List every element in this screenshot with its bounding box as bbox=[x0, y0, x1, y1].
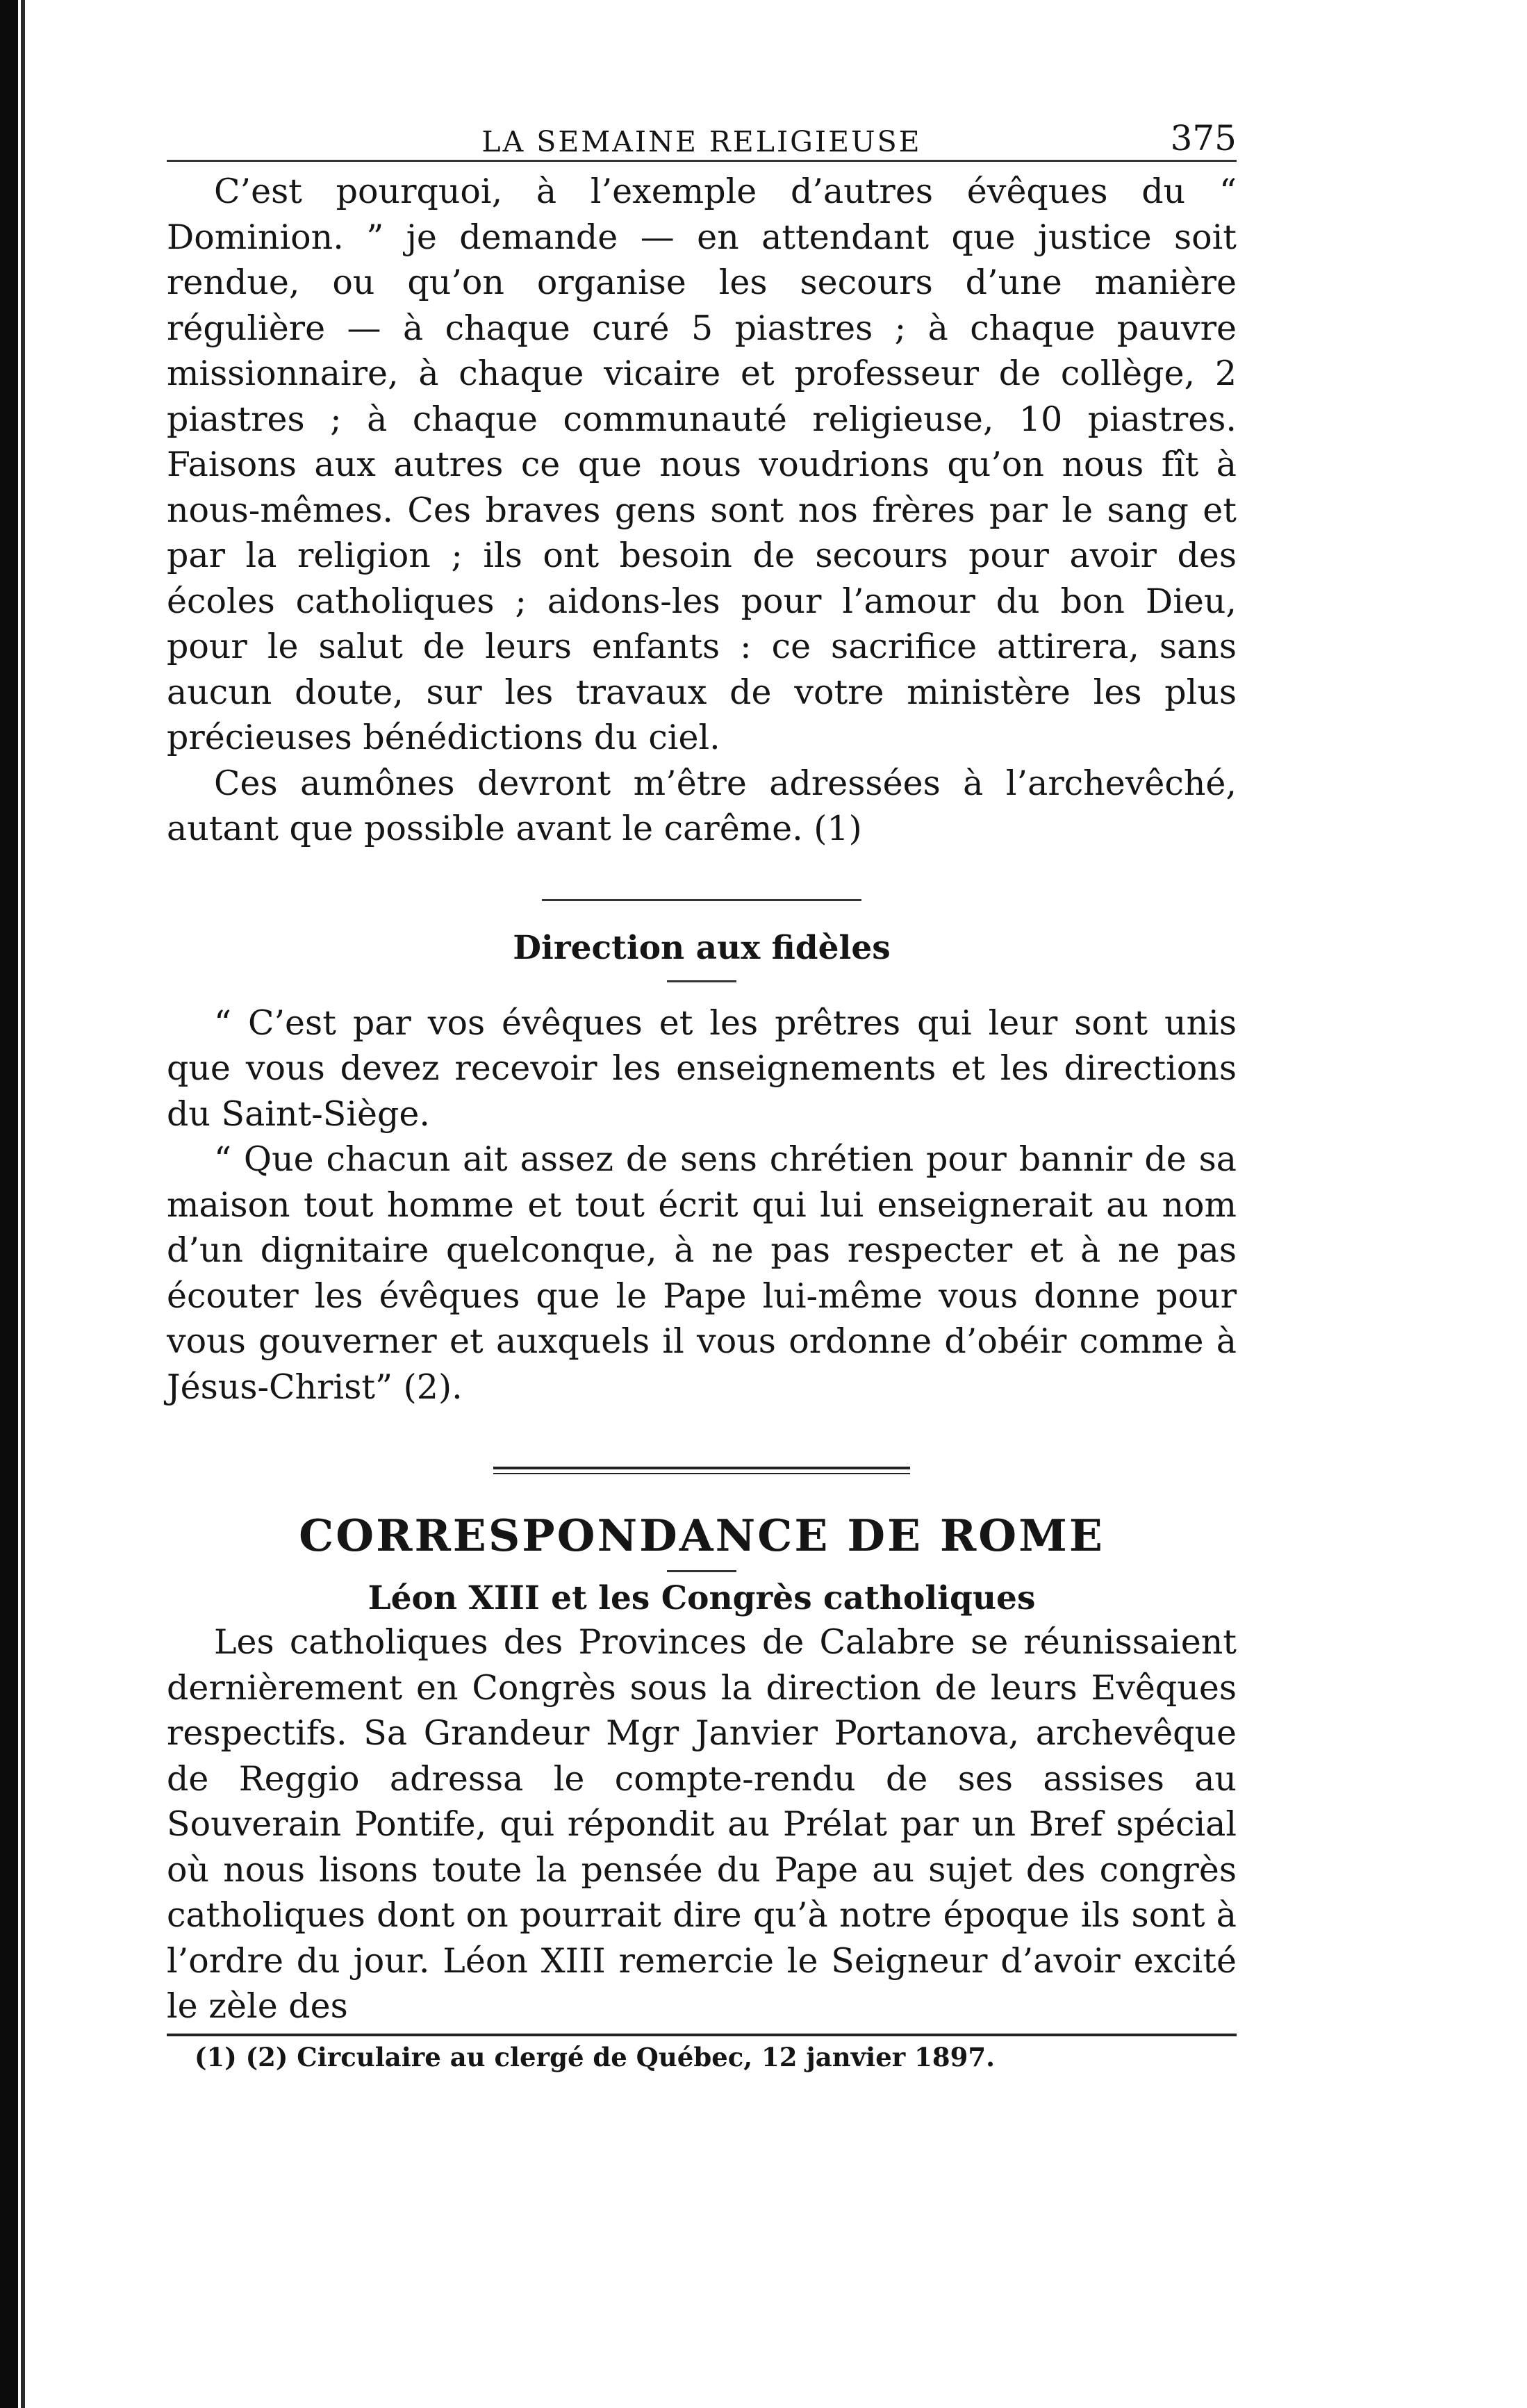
title-dash bbox=[667, 1570, 736, 1572]
section-separator bbox=[542, 899, 861, 901]
double-rule-separator bbox=[493, 1467, 910, 1474]
direction-paragraph-1: “ C’est par vos évêques et les prêtres qui leur sont unis que vous devez recevoir les enseignements et les directions du Saint-Siège. bbox=[167, 1003, 1237, 1134]
header-rule bbox=[167, 160, 1237, 162]
direction-heading: Direction aux fidèles bbox=[513, 928, 891, 967]
footnote: (1) (2) Circulaire au clergé de Québec, 12 janvier 1897. bbox=[195, 2041, 996, 2072]
binding-edge bbox=[0, 0, 18, 2408]
page bbox=[167, 104, 1237, 2072]
correspondance-subtitle: Léon XIII et les Congrès catholiques bbox=[368, 1579, 1036, 1617]
correspondance-title: CORRESPONDANCE DE ROME bbox=[299, 1510, 1105, 1561]
binding-edge-shadow bbox=[21, 0, 25, 2408]
correspondance-paragraph: Les catholiques des Provinces de Calabre se réunissaient dernièrement en Congrès sous la direction de leurs Evêques respectifs. Sa Grandeur Mgr Janvier Portanova, archevêque de Reggio adressa le compte-rendu de ses assises au Souverain Pontife, qui répondit au Prélat par un Bref spécial où nous lisons toute la pensée du Pape au sujet des congrès catholiques dont on pourrait dire qu’à notre époque ils sont à l’ordre du jour. Léon XIII remercie le Seigneur d’avoir excité le zèle des bbox=[167, 1622, 1237, 2026]
running-title: LA SEMAINE RELIGIEUSE bbox=[481, 125, 922, 158]
page-header bbox=[167, 104, 1237, 160]
body-paragraph-2: Ces aumônes devront m’être adressées à l’archevêché, autant que possible avant le carême. (1) bbox=[167, 763, 1237, 848]
page-number: 375 bbox=[1170, 118, 1237, 158]
direction-paragraph-2: “ Que chacun ait assez de sens chrétien pour bannir de sa maison tout homme et tout écrit qui lui enseignerait au nom d’un dignitaire quelconque, à ne pas respecter et à ne pas écouter les évêques que le Pape lui-même vous donne pour vous gouverner et auxquels il vous ordonne d’obéir comme à Jésus-Christ” (2). bbox=[167, 1139, 1237, 1407]
heading-dash bbox=[667, 980, 736, 982]
footnote-rule bbox=[167, 2034, 1237, 2036]
body-paragraph-1: C’est pourquoi, à l’exemple d’autres évêques du “ Dominion. ” je demande — en attendant que justice soit rendue, ou qu’on organise les secours d’une manière régulière — à chaque curé 5 piastres ; à chaque pauvre missionnaire, à chaque vicaire et professeur de collège, 2 piastres ; à chaque communauté religieuse, 10 piastres. Faisons aux autres ce que nous voudrions qu’on nous fît à nous-mêmes. Ces braves gens sont nos frères par le sang et par la religion ; ils ont besoin de secours pour avoir des écoles catholiques ; aidons-les pour l’amour du bon Dieu, pour le salut de leurs enfants : ce sacrifice attirera, sans aucun doute, sur les travaux de votre ministère les plus précieuses bénédictions du ciel. bbox=[167, 172, 1237, 757]
